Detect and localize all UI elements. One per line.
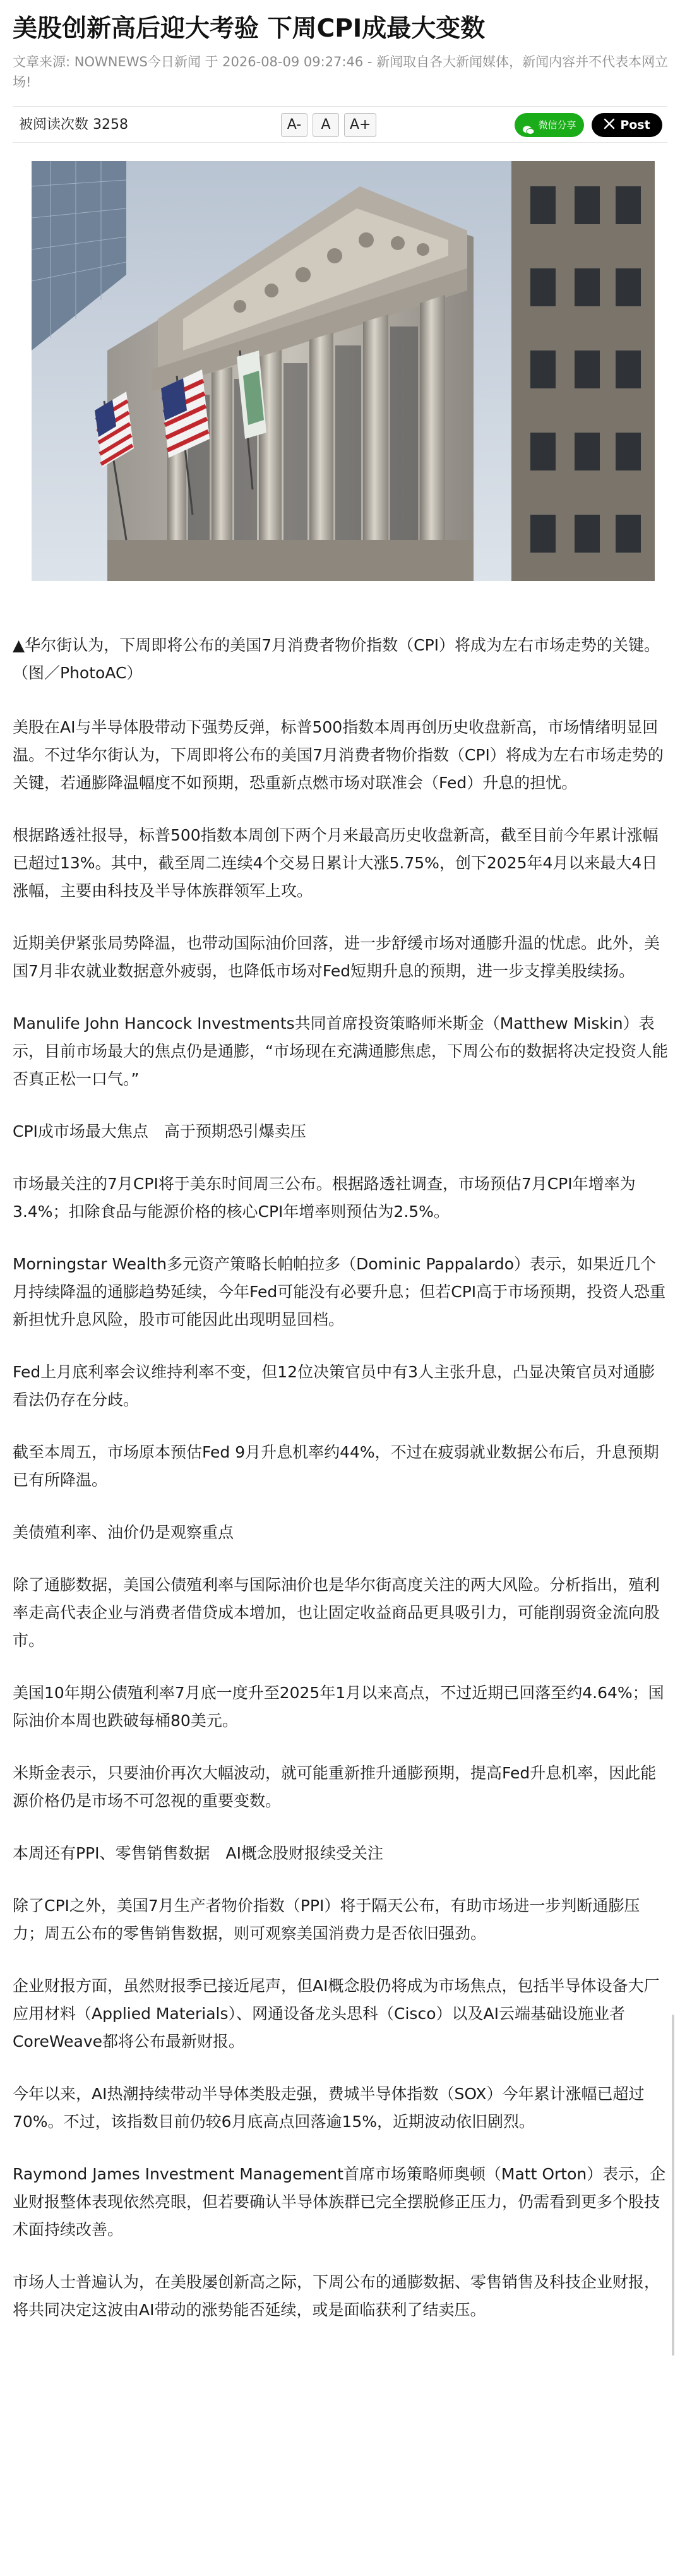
article-photo — [32, 161, 655, 581]
wechat-icon — [522, 120, 535, 130]
paragraph: 近期美伊紧张局势降温，也带动国际油价回落，进一步舒缓市场对通膨升温的忧虑。此外，美国7月非农就业数据意外疲弱，也降低市场对Fed短期升息的预期，进一步支撑美股续扬。 — [13, 934, 660, 980]
paragraph: 企业财报方面，虽然财报季已接近尾声，但AI概念股仍将成为市场焦点，包括半导体设备大厂应用材料（Applied Materials）、网通设备龙头思科（Cisco）以及AI云端基础设施业者CoreWeave都将公布最新财报。 — [13, 1977, 660, 2051]
x-post-label: Post — [620, 118, 650, 132]
paragraph: 美国10年期公债殖利率7月底一度升至2025年1月以来高点，不过近期已回落至约4.64%；国际油价本周也跌破每桶80美元。 — [13, 1684, 664, 1730]
paragraph: Raymond James Investment Management首席市场策略师奥顿（Matt Orton）表示，企业财报整体表现依然亮眼，但若要确认半导体族群已完全摆脱修正压力，仍需看到更多个股技术面持续改善。 — [13, 2165, 666, 2239]
section-subheading: 美债殖利率、油价仍是观察重点 — [13, 1523, 234, 1542]
wechat-share-button[interactable] — [515, 113, 584, 137]
x-post-button[interactable] — [592, 113, 662, 137]
paragraph: 除了通膨数据，美国公债殖利率与国际油价也是华尔街高度关注的两大风险。分析指出，殖利率走高代表企业与消费者借贷成本增加，也让固定收益商品更具吸引力，可能削弱资金流向股市。 — [13, 1576, 660, 1650]
photo-caption: ▲华尔街认为，下周即将公布的美国7月消费者物价指数（CPI）将成为左右市场走势的关键。（图／PhotoAC） — [13, 636, 660, 682]
scrollbar[interactable] — [672, 2015, 674, 2356]
paragraph: Morningstar Wealth多元资产策略长帕帕拉多（Dominic Pappalardo）表示，如果近几个月持续降温的通膨趋势延续，今年Fed可能没有必要升息；但若CPI高于市场预期，投资人恐重新担忧升息风险，股市可能因此出现明显回档。 — [13, 1255, 666, 1329]
section-subheading: 本周还有PPI、零售销售数据 AI概念股财报续受关注 — [13, 1844, 384, 1862]
paragraph: 米斯金表示，只要油价再次大幅波动，就可能重新推升通膨预期，提高Fed升息机率，因此能源价格仍是市场不可忽视的重要变数。 — [13, 1764, 657, 1810]
paragraph: 今年以来，AI热潮持续带动半导体类股走强，费城半导体指数（SOX）今年累计涨幅已超过70%。不过，该指数目前仍较6月底高点回落逾15%，近期波动依旧剧烈。 — [13, 2085, 645, 2131]
section-subheading: CPI成市场最大焦点 高于预期恐引爆卖压 — [13, 1122, 306, 1141]
font-increase-button[interactable]: A+ — [344, 113, 376, 137]
font-size-controls — [281, 113, 376, 137]
read-count: 被阅读次数 3258 — [19, 117, 128, 133]
font-decrease-button[interactable]: A- — [281, 113, 307, 137]
paragraph: 市场最关注的7月CPI将于美东时间周三公布。根据路透社调查，市场预估7月CPI年增率为3.4%；扣除食品与能源价格的核心CPI年增率则预估为2.5%。 — [13, 1175, 636, 1221]
paragraph: 市场人士普遍认为，在美股屡创新高之际，下周公布的通膨数据、零售销售及科技企业财报，将共同决定这波由AI带动的涨势能否延续，或是面临获利了结卖压。 — [13, 2273, 660, 2319]
paragraph: 美股在AI与半导体股带动下强势反弹，标普500指数本周再创历史收盘新高，市场情绪明显回温。不过华尔街认为，下周即将公布的美国7月消费者物价指数（CPI）将成为左右市场走势的关键，若通膨降温幅度不如预期，恐重新点燃市场对联准会（Fed）升息的担忧。 — [13, 718, 664, 792]
paragraph: 根据路透社报导，标普500指数本周创下两个月来最高历史收盘新高，截至目前今年累计涨幅已超过13%。其中，截至周二连续4个交易日累计大涨5.75%，创下2025年4月以来最大4日涨幅，主要由科技及半导体族群领军上攻。 — [13, 826, 659, 900]
article-toolbar — [13, 106, 667, 143]
article-body — [13, 714, 669, 2349]
wechat-share-label: 微信分享 — [538, 119, 576, 131]
paragraph: Manulife John Hancock Investments共同首席投资策略师米斯金（Matthew Miskin）表示，目前市场最大的焦点仍是通膨，“市场现在充满通膨焦虑，下周公布的数据将决定投资人能否真正松一口气。” — [13, 1014, 668, 1088]
font-normal-button[interactable]: A — [313, 113, 339, 137]
x-logo-icon — [604, 118, 615, 133]
article-source: 文章来源: NOWNEWS今日新闻 于 2026-08-09 09:27:46 - 新闻取自各大新闻媒体，新闻内容并不代表本网立场! — [13, 54, 669, 90]
share-buttons — [515, 113, 662, 137]
paragraph: 除了CPI之外，美国7月生产者物价指数（PPI）将于隔天公布，有助市场进一步判断通膨压力；周五公布的零售销售数据，则可观察美国消费力是否依旧强劲。 — [13, 1896, 640, 1943]
article-title: 美股创新高后迎大考验 下周CPI成最大变数 — [13, 15, 486, 43]
paragraph: 截至本周五，市场原本预估Fed 9月升息机率约44%，不过在疲弱就业数据公布后，升息预期已有所降温。 — [13, 1443, 659, 1489]
paragraph: Fed上月底利率会议维持利率不变，但12位决策官员中有3人主张升息，凸显决策官员对通膨看法仍存在分歧。 — [13, 1363, 655, 1409]
